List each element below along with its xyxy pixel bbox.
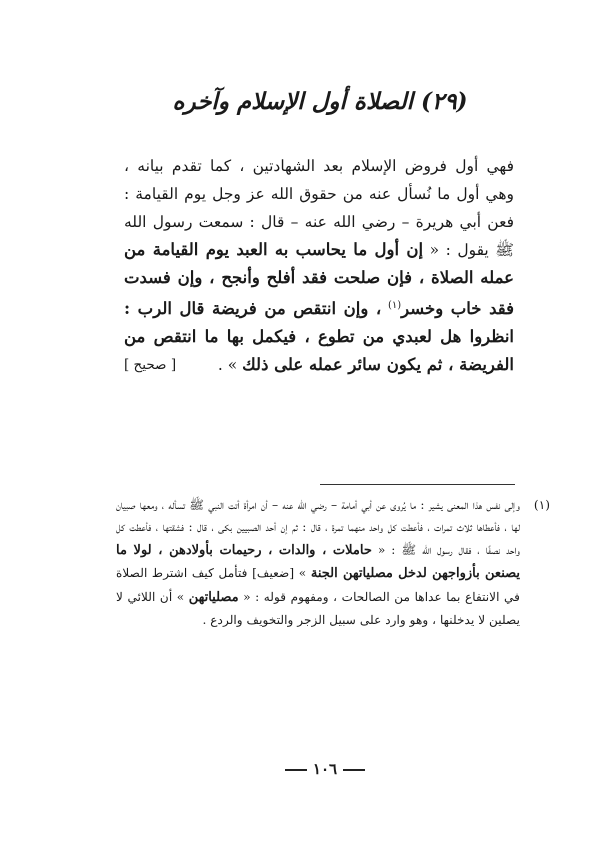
main-paragraph — [124, 152, 514, 379]
hadith-close: » . — [217, 356, 238, 375]
footnote — [116, 494, 550, 631]
footnote-bold-quote: حاملات ، والدات ، رحيمات بأولادهن ، لولا ما يصنعن بأزواجهن لدخل مصلياتهن الجنة — [116, 542, 521, 582]
footnote-bold-word: مصلياتهن — [188, 589, 239, 605]
page-number — [270, 760, 380, 778]
footnote-reference[interactable]: (١) — [387, 300, 402, 311]
footnote-text-2: » [ضعيف] فتأمل كيف اشترط الصلاة في الانتفاع بما عداها من الصالحات ، ومفهوم قوله : « — [116, 566, 521, 604]
footnote-marker: (١) — [533, 498, 550, 512]
intro-text: فهي أول فروض الإسلام بعد الشهادتين ، كما تقدم بيانه ، وهي أول ما نُسأل عنه من حقوق الله عز وجل يوم القيامة : فعن أبي هريرة – رضي الله عنه – قال : سمعت رسول الله ﷺ يقول : « — [124, 157, 514, 259]
page-number-value: ١٠٦ — [312, 760, 338, 778]
page-number-dash-left — [285, 769, 307, 771]
hadith-text-part2: ، وإن انتقص من فريضة قال الرب : انظروا هل لعبدي من تطوع ، فيكمل بها ما انتقص من الفريضة ، ثم يكون سائر عمله على ذلك — [124, 299, 514, 375]
footnote-text-1: وإلى نفس هذا المعنى يشير : ما يُروى عن أبي أمامة – رضي الله عنه – أن امرأة أتت النبي ﷺ تسأله ، ومعها صبيان لها ، فأعطاها ثلاث تمرات ، فأعطت كل واحد منهما تمرة ، قال : ثم إن أحد الصبيين بكى ، قال : فشقتها ، فأعطت كل واحد نصفًا ، فقال رسول الله ﷺ : « — [116, 498, 520, 557]
footnote-text-3: » أن اللائي لا يصلين لا يدخلنها ، وهو وارد على سبيل الزجر والتخويف والردع . — [116, 589, 520, 628]
hadith-text-part1: إن أول ما يحاسب به العبد يوم القيامة من عمله الصلاة ، فإن صلحت فقد أفلح وأنجح ، وإن فسدت فقد خاب وخسر — [124, 240, 514, 319]
chapter-heading: (٢٩) الصلاة أول الإسلام وآخره — [172, 88, 468, 115]
page-number-dash-right — [343, 769, 365, 771]
hadith-grade: [ صحيح ] — [124, 357, 177, 374]
footnote-separator — [320, 484, 515, 485]
